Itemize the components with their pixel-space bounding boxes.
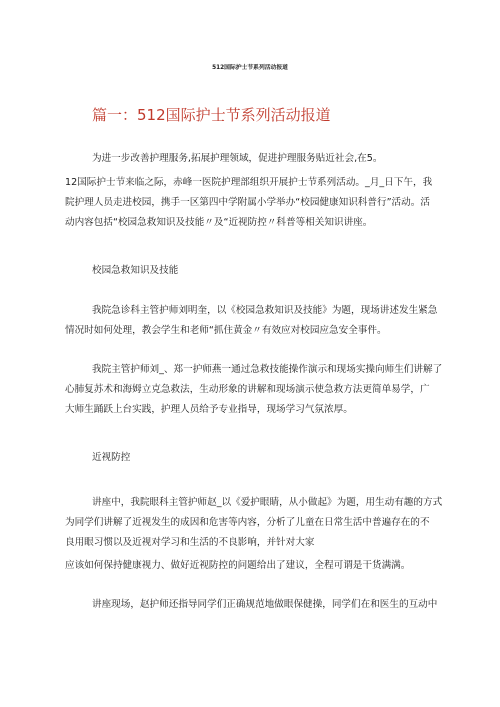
paragraph-line: 讲座中，我院眼科主管护师赵_以《爱护眼睛，从小做起》为题，用生动有趣的方式 xyxy=(92,497,443,508)
paragraph-line: 为同学们讲解了近视发生的成因和危害等内容，分析了儿童在日常生活中普遍存在的不 xyxy=(65,517,430,528)
paragraph-line: 我院急诊科主管护师刘明奎，以《校园急救知识及技能》为题，现场讲述发生紧急 xyxy=(92,305,438,316)
paragraph-line: 为进一步改善护理服务,拓展护理领域，促进护理服务贴近社会,在5。 xyxy=(92,153,383,164)
paragraph-line: 情况时如何处理，教会学生和老师“抓住黄金〃有效应对校园应急安全事件。 xyxy=(65,325,387,336)
paragraph-line: 12国际护士节来临之际，赤峰一医院护理部组织开展护士节系列活动。_月_日下午，我 xyxy=(65,177,433,188)
paragraph-line: 应该如何保持健康视力、做好近视防控的问题给出了建议，全程可谓是干货满满。 xyxy=(65,560,411,571)
paragraph-line: 大师生踊跃上台实践，护理人员给予专业指导，现场学习气氛浓厚。 xyxy=(65,404,353,415)
document-title: 512国际护士节系列活动报道 xyxy=(212,65,288,71)
paragraph-line: 讲座现场，赵护师还指导同学们正确规范地做眼保健操，同学们在和医生的互动中 xyxy=(92,599,438,610)
paragraph-line: 我院主管护师刘_、郑一护师燕一通过急救技能操作演示和现场实操向师生们讲解了 xyxy=(92,364,443,375)
paragraph-line: 心肺复苏术和海姆立克急救法，生动形象的讲解和现场演示使急救方法更简单易学，广 xyxy=(65,384,430,395)
subheading: 校园急救知识及技能 xyxy=(92,265,179,276)
paragraph-line: 动内容包括“校园急救知识及技能〃及“近视防控〃科普等相关知识讲座。 xyxy=(65,217,373,228)
section-heading: 篇一：512国际护士节系列活动报道 xyxy=(92,106,331,124)
paragraph-line: 良用眼习惯以及近视对学习和生活的不良影响，并针对大家 xyxy=(65,537,315,548)
subheading: 近视防控 xyxy=(92,452,131,463)
paragraph-line: 院护理人员走进校园，携手一区第四中学附属小学举办“校园健康知识科普行”活动。活 xyxy=(65,197,430,208)
